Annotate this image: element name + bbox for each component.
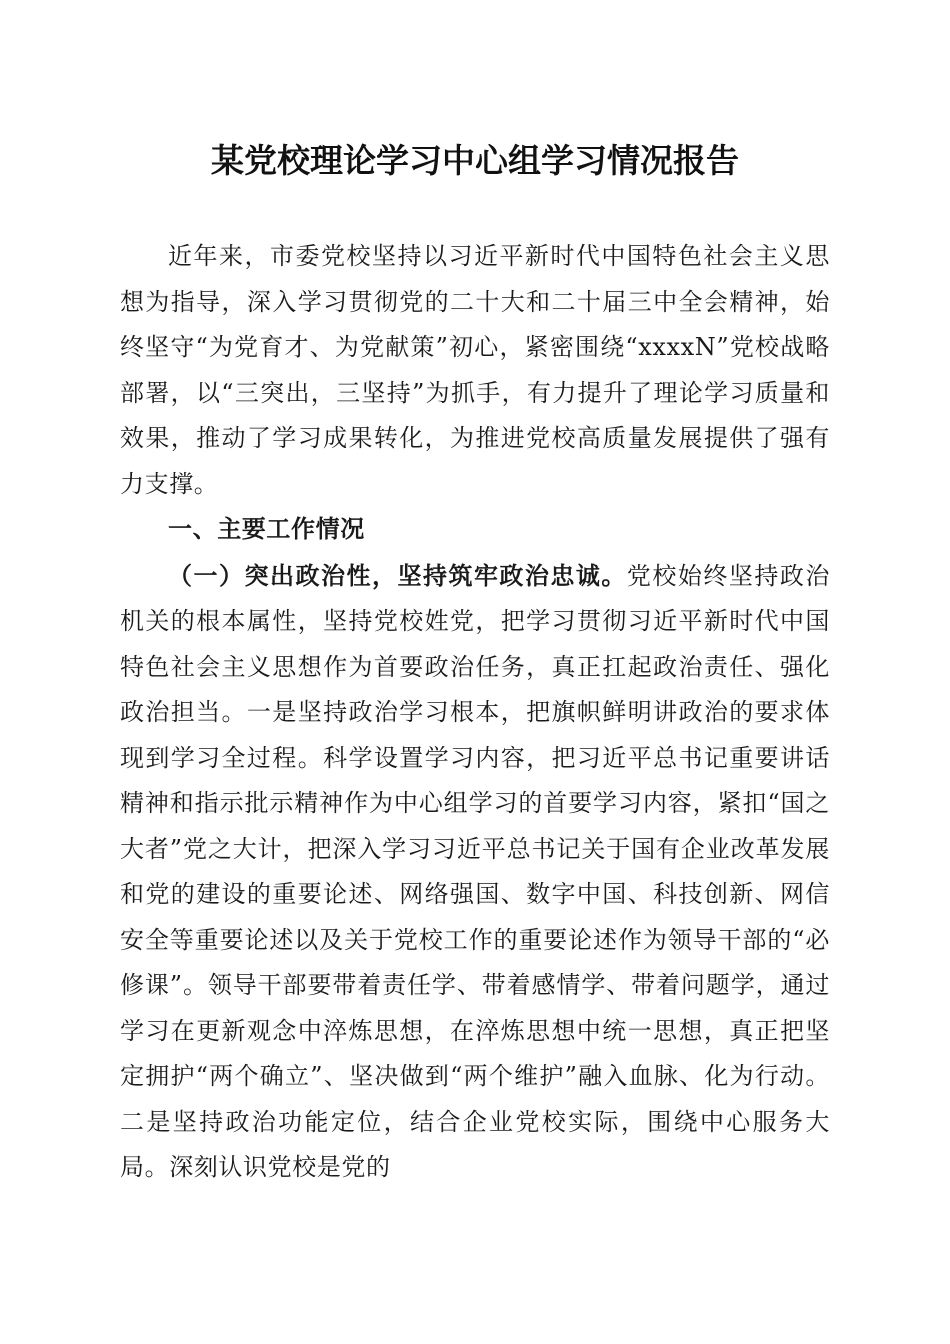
document-title: 某党校理论学习中心组学习情况报告 bbox=[211, 141, 739, 180]
document-body bbox=[120, 234, 830, 1191]
subsection-body: 党校始终坚持政治机关的根本属性，坚持党校姓党，把学习贯彻习近平新时代中国特色社会主义思想作为首要政治任务，真正扛起政治责任、强化政治担当。一是坚持政治学习根本，把旗帜鲜明讲政治的要求体现到学习全过程。科学设置学习内容，把习近平总书记重要讲话精神和指示批示精神作为中心组学习的首要学习内容，紧扣“国之大者”党之大计，把深入学习习近平总书记关于国有企业改革发展和党的建设的重要论述、网络强国、数字中国、科技创新、网信安全等重要论述以及关于党校工作的重要论述作为领导干部的“必修课”。领导干部要带着责任学、带着感情学、带着问题学，通过学习在更新观念中淬炼思想，在淬炼思想中统一思想，真正把坚定拥护“两个确立”、坚决做到“两个维护”融入血脉、化为行动。二是坚持政治功能定位，结合企业党校实际，围绕中心服务大局。深刻认识党校是党的 bbox=[120, 561, 830, 1181]
subsection-paragraph bbox=[120, 553, 830, 1191]
intro-paragraph: 近年来，市委党校坚持以习近平新时代中国特色社会主义思想为指导，深入学习贯彻党的二十大和二十届三中全会精神，始终坚守“为党育才、为党献策”初心，紧密围绕“xxxxN”党校战略部署，以“三突出，三坚持”为抓手，有力提升了理论学习质量和效果，推动了学习成果转化，为推进党校高质量发展提供了强有力支撑。 bbox=[120, 242, 830, 498]
subsection-lead: （一）突出政治性，坚持筑牢政治忠诚。 bbox=[168, 560, 627, 590]
section-heading: 一、主要工作情况 bbox=[168, 515, 365, 543]
